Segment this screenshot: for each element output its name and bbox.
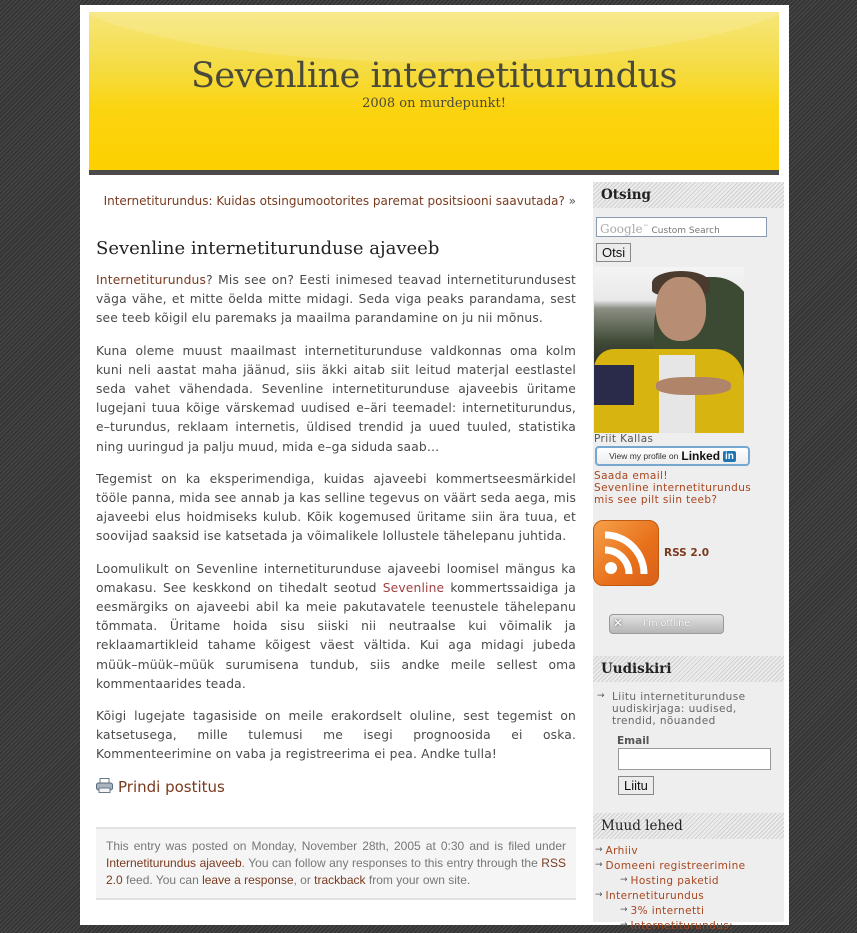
internetiturundus-link[interactable]: Internetiturundus	[96, 273, 207, 287]
pages-heading: Muud lehed	[593, 813, 784, 839]
arrow-icon: →	[595, 890, 603, 900]
category-link[interactable]: Internetiturundus ajaveeb	[106, 855, 242, 870]
post-navigation	[96, 194, 576, 208]
trackback-link[interactable]: trackback	[314, 872, 366, 887]
photo-explanation-link[interactable]: mis see pilt siin teeb?	[594, 494, 718, 506]
arrow-icon: →	[620, 920, 628, 930]
newsletter-heading: Uudiskiri	[593, 656, 784, 682]
arrow-icon: →	[620, 875, 628, 885]
site-title[interactable]: Sevenline internetiturundus	[190, 56, 678, 96]
list-item[interactable]: → 3% internetti	[620, 904, 705, 917]
search-button[interactable]: Otsi	[596, 243, 631, 262]
paragraph-4: Loomulikult on Sevenline internetiturunduse ajaveebi loomisel mängus ka omakasu. See keskkond on tihedalt seotud Sevenline kommertssaidiga ja eesmärgiks on ajaveebi abil ka meie pakutavatele teenustele tähelepanu tõmmata. Üritame hoida sisu siiski nii neutraalse kui võimalik ja reklaamartikleid tahame kõigest väest vältida. Kui aga midagi jubeda müük–müük–müük surumisena tundub, siis andke meile sellest oma kommentaarides teada.	[96, 561, 576, 691]
sevenline-link[interactable]: Sevenline	[382, 580, 445, 595]
list-item[interactable]: → Domeeni registreerimine	[595, 859, 746, 872]
rss-feed[interactable]	[593, 520, 784, 586]
arrow-icon: →	[595, 860, 603, 870]
print-post-link[interactable]: Prindi postitus	[118, 778, 225, 797]
list-item[interactable]: → Hosting paketid	[620, 874, 719, 887]
subscribe-button[interactable]: Liitu	[618, 776, 654, 795]
sevenline-site-link[interactable]: Sevenline internetiturundus	[594, 482, 752, 494]
paragraph-1: Internetiturundus? Mis see on? Eesti inimesed teavad internetiturundusest väga vähe, et mitte öelda mitte midagi. Seda viga peaks parandama, sest see teeb kõigil elu paremaks ja maailma parandamine on ju nii mõnus.	[96, 273, 576, 326]
paragraph-3: Tegemist on ka eksperimendiga, kuidas ajaveebi kommertseesmärkidel tööle panna, mida see annab ja kas selline tegevus on väärt seda aega, mis ajaveebi elus hoidmiseks kulub. Kõik kogemused üritame siin ära tuua, et soovijad saaksid ise katsetada ja võimalikele lollustele tähelepanu juhtida.	[96, 471, 576, 544]
page-container	[80, 5, 789, 932]
close-icon: ✕	[613, 616, 624, 630]
print-post[interactable]	[96, 778, 576, 797]
profile-photo	[594, 267, 744, 433]
site-header	[89, 12, 779, 175]
arrow-icon: →	[597, 691, 605, 701]
search-input[interactable]: Google™ Custom Search	[596, 217, 767, 237]
next-post-link[interactable]: Internetiturundus: Kuidas otsingumootorites paremat positsiooni saavutada?	[103, 194, 565, 208]
send-email-link[interactable]: Saada email!	[594, 470, 668, 482]
post-title: Sevenline internetiturunduse ajaveeb	[96, 238, 440, 259]
linkedin-profile-button[interactable]: View my profile on Linked in	[595, 446, 750, 466]
list-item[interactable]: → Internetiturundus:	[620, 919, 734, 932]
pages-list	[593, 843, 784, 933]
arrow-icon: →	[620, 905, 628, 915]
arrow-icon: →	[595, 845, 603, 855]
email-field[interactable]	[618, 748, 771, 770]
list-item[interactable]: → Internetiturundus	[595, 889, 705, 902]
main-content	[96, 175, 576, 900]
next-arrow-icon: »	[568, 194, 576, 208]
paragraph-5: Kõigi lugejate tagasiside on meile erakordselt oluline, sest tegemist on katsetusega, mille tulemusi me isegi prognoosida ei oska. Kommenteerimine on vaba ja registreerima ei pea. Andke tulla!	[96, 709, 576, 762]
status-badge[interactable]: ✕ I'm offline	[609, 614, 724, 634]
list-item[interactable]: → Arhiiv	[595, 844, 638, 857]
paragraph-2: Kuna oleme muust maailmast internetiturunduse valdkonnas oma kolm kuni neli aastat maha jäänud, siis äkki aitab siit leitud materjal eestlastel seda vahet vähendada. Sevenline internetiturunduse ajaveebis üritame lugejani tuua kõige värskemad uudised e–äri teemadel: internetiturundus, e–turundus, reklaam internetis, üldised trendid ja uued tuuled, statistika ning uuringud ja palju muud, mida e–ga siduda saab…	[96, 343, 576, 454]
rss-link[interactable]: RSS 2.0	[664, 547, 709, 559]
profile-name: Priit Kallas	[594, 433, 654, 445]
search-heading: Otsing	[593, 182, 784, 208]
post-meta: This entry was posted on Monday, November 28th, 2005 at 0:30 and is filed under Internetiturundus ajaveeb. You can follow any responses to this entry through the RSS 2.0 feed. You can leave a response, or trackback from your own site.	[96, 827, 576, 900]
rss-feed-link[interactable]: RSS 2.0	[106, 855, 566, 887]
post-body	[96, 271, 576, 765]
leave-response-link[interactable]: leave a response	[202, 872, 294, 887]
sidebar	[593, 182, 784, 932]
printer-icon[interactable]	[96, 778, 113, 797]
site-tagline: 2008 on murdepunkt!	[362, 96, 506, 111]
email-label: Email	[617, 735, 650, 747]
rss-icon[interactable]	[593, 520, 659, 586]
newsletter-description: → Liitu internetiturunduse uudiskirjaga: uudised, trendid, nõuanded	[597, 691, 746, 727]
linkedin-icon: in	[725, 450, 734, 462]
